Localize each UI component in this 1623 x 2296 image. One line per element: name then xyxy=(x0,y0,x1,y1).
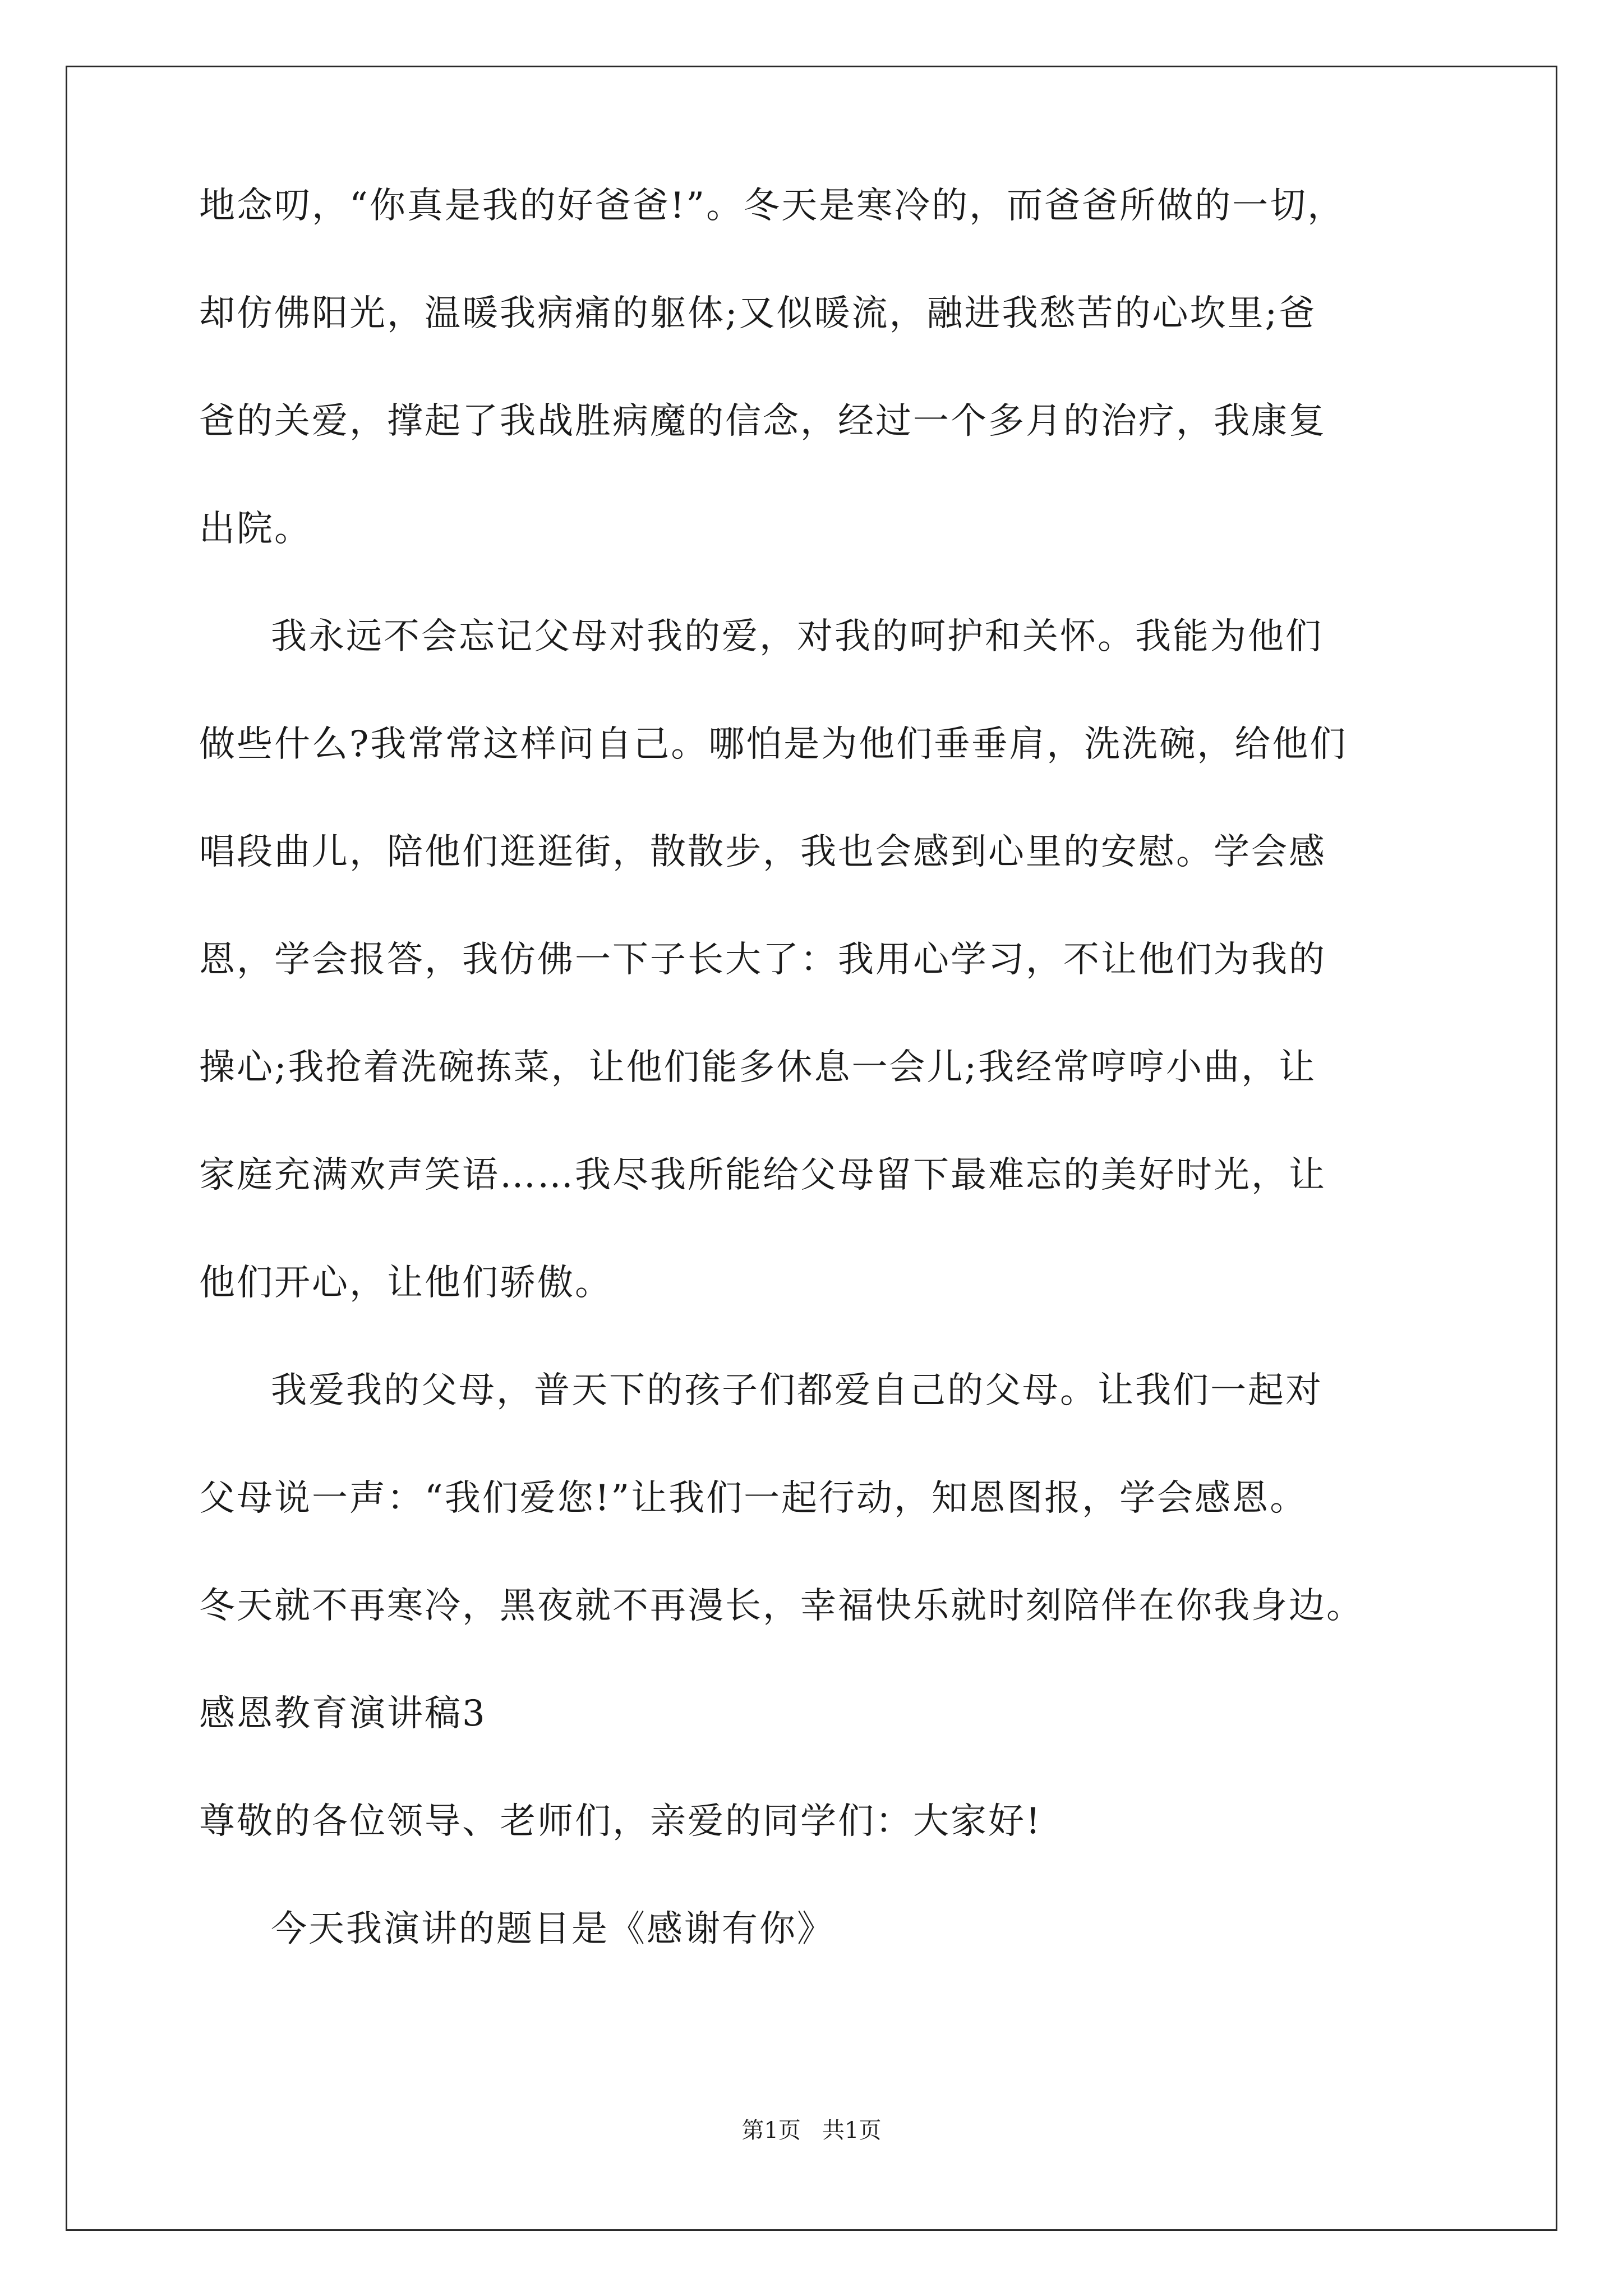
text-line-12: 我爱我的父母，普天下的孩子们都爱自己的父母。让我们一起对 xyxy=(271,1370,1323,1411)
greeting-line: 尊敬的各位领导、老师们，亲爱的同学们：大家好! xyxy=(199,1801,1042,1842)
text-line-8: 恩，学会报答，我仿佛一下子长大了：我用心学习，不让他们为我的 xyxy=(199,939,1326,981)
section-heading: 感恩教育演讲稿3 xyxy=(199,1693,487,1734)
text-line-7: 唱段曲儿，陪他们逛逛街，散散步，我也会感到心里的安慰。学会感 xyxy=(199,831,1326,873)
page-number-footer: 第1页 共1页 xyxy=(741,2118,882,2143)
text-line-11: 他们开心，让他们骄傲。 xyxy=(199,1262,612,1304)
text-line-13: 父母说一声：“我们爱您!”让我们一起行动，知恩图报，学会感恩。 xyxy=(199,1478,1308,1519)
text-line-4: 出院。 xyxy=(199,508,312,550)
speech-title-line: 今天我演讲的题目是《感谢有你》 xyxy=(271,1908,834,1950)
text-line-1: 地念叨，“你真是我的好爸爸!”。冬天是寒冷的，而爸爸所做的一切， xyxy=(199,185,1345,227)
text-line-5: 我永远不会忘记父母对我的爱，对我的呵护和关怀。我能为他们 xyxy=(271,616,1323,657)
text-line-10: 家庭充满欢声笑语……我尽我所能给父母留下最难忘的美好时光，让 xyxy=(199,1154,1326,1196)
text-line-3: 爸的关爱，撑起了我战胜病魔的信念，经过一个多月的治疗，我康复 xyxy=(199,401,1326,442)
text-line-9: 操心;我抢着洗碗拣菜，让他们能多休息一会儿;我经常哼哼小曲，让 xyxy=(199,1047,1317,1088)
text-line-2: 却仿佛阳光，温暖我病痛的躯体;又似暖流，融进我愁苦的心坎里;爸 xyxy=(199,293,1317,334)
document-body xyxy=(199,185,1478,2019)
text-line-6: 做些什么?我常常这样问自己。哪怕是为他们垂垂肩，洗洗碗，给他们 xyxy=(199,724,1348,765)
text-line-14: 冬天就不再寒冷，黑夜就不再漫长，幸福快乐就时刻陪伴在你我身边。 xyxy=(199,1585,1364,1627)
